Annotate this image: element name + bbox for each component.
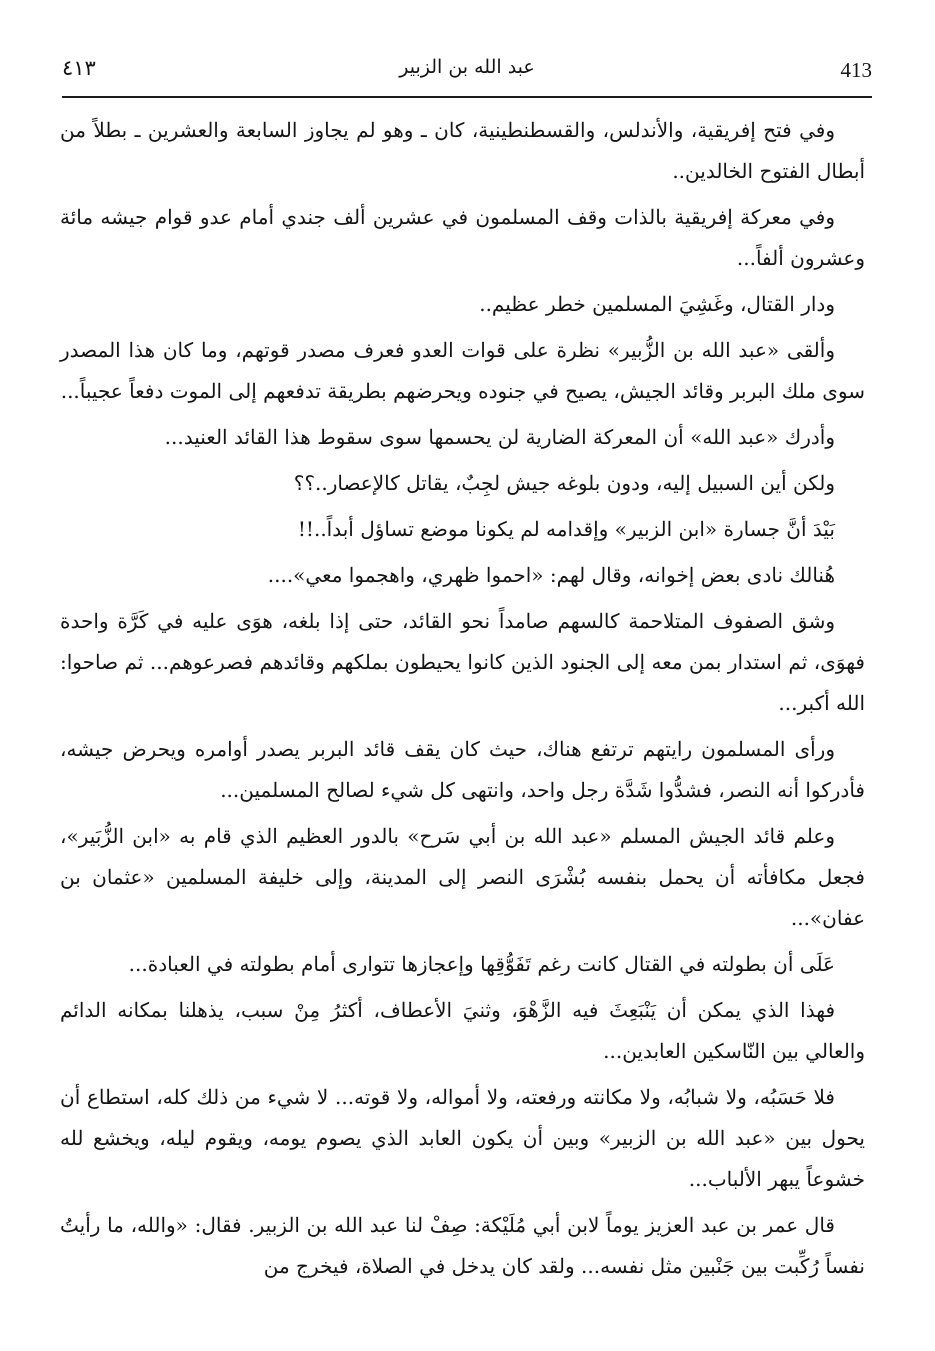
paragraph-1: وفي فتح إفريقية، والأندلس، والقسطنطينية، كان ـ وهو لم يجاوز السابعة والعشرين ـ بطلاً من أبطال الفتوح الخالدين.. bbox=[60, 118, 865, 183]
paragraph-7: بَيْدَ أنَّ جسارة «ابن الزبير» وإقدامه لم يكونا موضع تساؤل أبداً..!! bbox=[297, 517, 835, 541]
page-header bbox=[62, 54, 872, 94]
paragraph-14: فلا حَسَبُه، ولا شبابُه، ولا مكانته ورفعته، ولا أمواله، ولا قوته... لا شيء من ذلك كله، استطاع أن يحول بين «عبد الله بن الزبير» وبين أن يكون العابد الذي يصوم يومه، ويقوم ليله، ويخشع لله خشوعاً يبهر الألباب... bbox=[60, 1085, 865, 1191]
paragraph-9: وشق الصفوف المتلاحمة كالسهم صامداً نحو القائد، حتى إذا بلغه، هوَى عليه في كَرَّة واحدة فهوَى، ثم استدار بمن معه إلى الجنود الذين كانوا يحيطون بملكهم وقائدهم فصرعوهم... ثم صاحوا: الله أكبر... bbox=[60, 609, 865, 715]
paragraph-4: وألقى «عبد الله بن الزُّبير» نظرة على قوات العدو فعرف مصدر قوتهم، وما كان هذا المصدر سوى ملك البربر وقائد الجيش، يصيح في جنوده ويحرضهم بطريقة تدفعهم إلى الموت دفعاً عجيباً... bbox=[60, 338, 865, 403]
paragraph-13: فهذا الذي يمكن أن يَنْبَعِثَ فيه الزَّهْوَ، وثنيَ الأعطاف، أكثرُ مِنْ سبب، يذهلنا بمكانه الدائم والعالي بين النّاسكين العابدين... bbox=[60, 998, 865, 1063]
running-title: عبد الله بن الزبير bbox=[399, 56, 535, 78]
header-rule bbox=[62, 96, 872, 98]
paragraph-3: ودار القتال، وغَشِيَ المسلمين خطر عظيم.. bbox=[479, 292, 835, 316]
paragraph-10: ورأى المسلمون رايتهم ترتفع هناك، حيث كان يقف قائد البربر يصدر أوامره ويحرض جيشه، فأدركوا أنه النصر، فشدُّوا شَدَّة رجل واحد، وانتهى كل شيء لصالح المسلمين... bbox=[60, 737, 865, 802]
paragraph-6: ولكن أين السبيل إليه، ودون بلوغه جيش لجِبٌ، يقاتل كالإعصار..؟؟ bbox=[293, 471, 835, 495]
paragraph-11: وعلم قائد الجيش المسلم «عبد الله بن أبي سَرح» بالدور العظيم الذي قام به «ابن الزُّبَير»، فجعل مكافأته أن يحمل بنفسه بُشْرَى النصر إلى المدينة، وإلى خليفة المسلمين «عثمان بن عفان»... bbox=[60, 824, 865, 930]
paragraph-2: وفي معركة إفريقية بالذات وقف المسلمون في عشرين ألف جندي أمام عدو قوام جيشه مائة وعشرون ألفاً... bbox=[60, 205, 865, 270]
page-body bbox=[60, 110, 865, 1292]
paragraph-15: قال عمر بن عبد العزيز يوماً لابن أبي مُلَيْكة: صِفْ لنا عبد الله بن الزبير. فقال: «والله، ما رأيتُ نفساً رُكِّبت بين جَنْبين مثل نفسه... ولقد كان يدخل في الصلاة، فيخرج من bbox=[60, 1213, 865, 1278]
paragraph-12: عَلَى أن بطولته في القتال كانت رغم تَفَوُّقِها وإعجازها تتوارى أمام بطولته في العبادة... bbox=[128, 952, 835, 976]
paragraph-5: وأدرك «عبد الله» أن المعركة الضارية لن يحسمها سوى سقوط هذا القائد العنيد... bbox=[164, 425, 835, 449]
page-number-latin: 413 bbox=[840, 58, 872, 82]
paragraph-8: هُنالك نادى بعض إخوانه، وقال لهم: «احموا ظهري، واهجموا معي».... bbox=[267, 563, 835, 587]
page-number-arabic: ٤١٣ bbox=[62, 56, 96, 80]
